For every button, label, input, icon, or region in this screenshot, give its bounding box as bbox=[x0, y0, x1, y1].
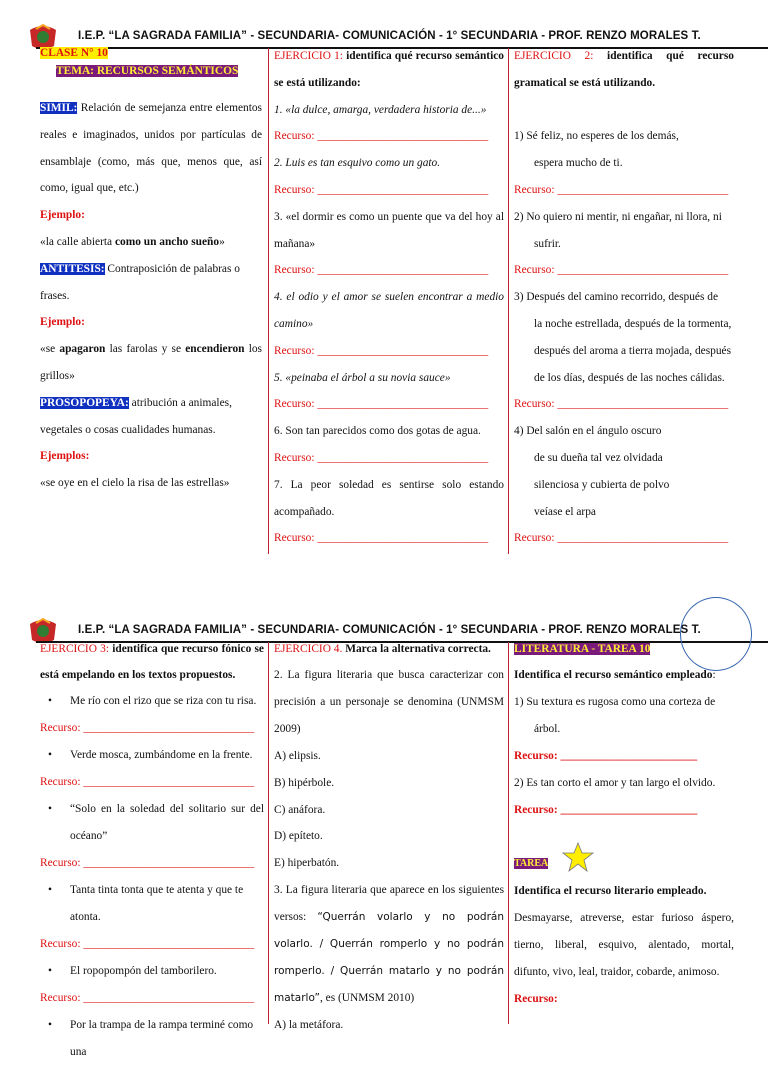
star-icon bbox=[562, 842, 594, 872]
question-3-source: , es (UNMSM 2010) bbox=[319, 991, 415, 1004]
column-divider bbox=[268, 642, 269, 1024]
prosopopeya-tag: PROSOPOPEYA: bbox=[40, 396, 129, 409]
exercise1-title: EJERCICIO 1: bbox=[274, 50, 343, 62]
homework-title: LITERATURA - TAREA 10 bbox=[514, 643, 651, 655]
answer-line[interactable]: Recurso: bbox=[514, 992, 558, 1005]
exercise4-title: EJERCICIO 4. bbox=[274, 643, 343, 655]
example-text: los grillos» bbox=[40, 343, 262, 382]
homework-item: 2) Es tan corto el amor y tan largo el olvido. bbox=[514, 776, 716, 789]
exercise-item: 1) Sé feliz, no esperes de los demás, bbox=[514, 130, 679, 143]
exercise-item: 2. Luis es tan esquivo como un gato. bbox=[274, 157, 441, 170]
exercise-item: 3. «el dormir es como un puente que va del hoy al mañana» bbox=[274, 210, 504, 250]
example-text: «se oye en el cielo la risa de las estrellas» bbox=[40, 477, 230, 490]
answer-line[interactable]: Recurso: ______________________________ bbox=[274, 344, 489, 357]
question-3: 3. La figura literaria que aparece en los siguientes versos: bbox=[274, 884, 504, 924]
exercise-item: 3) Después del camino recorrido, después de bbox=[514, 291, 719, 304]
answer-line[interactable]: Recurso: ______________________________ bbox=[514, 264, 729, 277]
homework-instruction: Identifica el recurso literario empleado. bbox=[514, 885, 707, 898]
example-emphasis: apagaron bbox=[59, 343, 106, 356]
word-list: Desmayarse, atreverse, estar furioso áspero, tierno, liberal, esquivo, alentado, mortal, difunto, vivo, leal, traidor, cobarde, animoso. bbox=[514, 912, 734, 978]
homework-item: 1) Su textura es rugosa como una corteza de bbox=[514, 695, 716, 708]
simil-tag: SIMIL: bbox=[40, 102, 78, 114]
answer-line[interactable]: Recurso: ______________________________ bbox=[274, 451, 489, 464]
example-text: «se bbox=[40, 343, 60, 356]
exercise-item: de su dueña tal vez olvidada bbox=[534, 451, 663, 464]
answer-line[interactable]: Recurso: ______________________________ bbox=[274, 398, 489, 411]
example-label: Ejemplo: bbox=[40, 316, 85, 329]
answer-line[interactable]: Recurso: ________________________ bbox=[514, 803, 698, 816]
exercise-item: espera mucho de ti. bbox=[534, 157, 623, 170]
column-divider bbox=[508, 642, 509, 1024]
exercise-item: silenciosa y cubierta de polvo bbox=[534, 478, 670, 491]
class-number: CLASE N° 10 bbox=[40, 47, 108, 59]
exercise-item: 4) Del salón en el ángulo oscuro bbox=[514, 425, 662, 438]
exercise2-title: EJERCICIO 2: bbox=[514, 50, 594, 62]
exercise-item: después del aroma a tierra mojada, después bbox=[534, 344, 732, 357]
exercise2-instruction: identifica qué recurso gramatical se está utilizando. bbox=[514, 50, 734, 89]
example-text: » bbox=[219, 235, 225, 248]
exercise-item: 7. La peor soledad es sentirse solo estando acompañado. bbox=[274, 478, 504, 518]
option-e[interactable]: E) hiperbatón. bbox=[274, 857, 340, 870]
exercise-item: 5. «peinaba el árbol a su novia sauce» bbox=[274, 371, 451, 384]
example-emphasis: como un ancho sueño bbox=[114, 235, 220, 248]
homework-item: árbol. bbox=[534, 722, 561, 735]
header-text: I.E.P. “LA SAGRADA FAMILIA” - SECUNDARIA- COMUNICACIÓN - 1° SECUNDARIA - PROF. RENZO MORALES T. bbox=[78, 624, 701, 636]
answer-line[interactable]: Recurso: ______________________________ bbox=[40, 722, 255, 734]
homework-column bbox=[514, 636, 734, 1013]
list-item: • Verde mosca, zumbándome en la frente. bbox=[40, 742, 264, 769]
exercise-item: 6. Son tan parecidos como dos gotas de agua. bbox=[274, 425, 481, 438]
column-divider bbox=[268, 48, 269, 554]
question-3-verses: “Querrán volarlo y no podrán volarlo. / Querrán romperlo y no podrán romperlo. / Querrán matarlo y no podrán matarlo” bbox=[274, 911, 504, 1004]
answer-line[interactable]: Recurso: ______________________________ bbox=[514, 398, 729, 411]
example-emphasis: encendieron bbox=[185, 343, 245, 356]
option-c[interactable]: C) anáfora. bbox=[274, 803, 326, 816]
topic-title: TEMA: RECURSOS SEMÁNTICOS bbox=[56, 65, 239, 77]
tarea-label: TAREA bbox=[514, 858, 549, 870]
colon: : bbox=[712, 669, 716, 681]
answer-line[interactable]: Recurso: ______________________________ bbox=[274, 130, 489, 143]
list-item: • El ropopompón del tamborilero. bbox=[40, 958, 264, 985]
exercise-item: 2) No quiero ni mentir, ni engañar, ni llora, ni bbox=[514, 210, 722, 223]
column-divider bbox=[508, 48, 509, 554]
list-item: • “Solo en la soledad del solitario sur del océano” bbox=[40, 796, 264, 850]
exercise3-column bbox=[40, 636, 264, 1066]
antitesis-tag: ANTITESIS: bbox=[40, 262, 105, 275]
answer-line[interactable]: Recurso: ______________________________ bbox=[514, 532, 729, 545]
answer-line[interactable]: Recurso: ______________________________ bbox=[274, 183, 489, 196]
example-label: Ejemplos: bbox=[40, 450, 90, 463]
simil-definition: Relación de semejanza entre elementos reales e imaginados, unidos por partículas de ensamblaje (como, más que, menos que, así como, igual que, etc.) bbox=[40, 102, 262, 195]
list-item: • Tanta tinta tonta que te atenta y que te atonta. bbox=[40, 877, 264, 931]
option-b[interactable]: B) hipérbole. bbox=[274, 776, 335, 789]
prosopopeya-definition: atribución a animales, vegetales o cosas cualidades humanas. bbox=[40, 396, 232, 436]
exercise3-instruction: identifica que recurso fónico se está empelando en los textos propuestos. bbox=[40, 643, 264, 681]
antitesis-definition: Contraposición de palabras o frases. bbox=[40, 262, 240, 302]
exercise1-column bbox=[274, 43, 504, 552]
header-text: I.E.P. “LA SAGRADA FAMILIA” - SECUNDARIA- COMUNICACIÓN - 1° SECUNDARIA - PROF. RENZO MORALES T. bbox=[78, 30, 701, 42]
list-item: • Por la trampa de la rampa terminé como una bbox=[40, 1012, 264, 1066]
exercise-item: 1. «la dulce, amarga, verdadera historia de...» bbox=[274, 103, 487, 116]
example-text: «la calle abierta bbox=[40, 235, 115, 248]
example-label: Ejemplo: bbox=[40, 209, 85, 222]
exercise-item: sufrir. bbox=[534, 237, 561, 250]
option-d[interactable]: D) epíteto. bbox=[274, 830, 323, 843]
list-item: • Me río con el rizo que se riza con tu risa. bbox=[40, 688, 264, 715]
exercise-item: la noche estrellada, después de la tormenta, bbox=[534, 317, 732, 330]
answer-line[interactable]: Recurso: ______________________________ bbox=[514, 183, 729, 196]
theory-column bbox=[40, 46, 262, 497]
exercise4-column bbox=[274, 636, 504, 1039]
question-2: 2. La figura literaria que busca caracterizar con precisión a un personaje se denomina (UNMSM 2009) bbox=[274, 669, 504, 735]
answer-line[interactable]: Recurso: ______________________________ bbox=[40, 992, 255, 1004]
option-a[interactable]: A) elipsis. bbox=[274, 749, 321, 762]
answer-line[interactable]: Recurso: ______________________________ bbox=[40, 938, 255, 950]
exercise-item: veíase el arpa bbox=[534, 505, 596, 518]
answer-line[interactable]: Recurso: ________________________ bbox=[514, 749, 698, 762]
answer-line[interactable]: Recurso: ______________________________ bbox=[40, 776, 255, 788]
option-a[interactable]: A) la metáfora. bbox=[274, 1018, 344, 1031]
exercise1-instruction: identifica qué recurso semántico se está utilizando: bbox=[274, 50, 504, 89]
exercise3-title: EJERCICIO 3: bbox=[40, 643, 110, 655]
example-text: las farolas y se bbox=[105, 343, 186, 356]
exercise-item: 4. el odio y el amor se suelen encontrar a medio camino» bbox=[274, 291, 504, 330]
exercise2-column bbox=[514, 43, 734, 552]
answer-line[interactable]: Recurso: ______________________________ bbox=[274, 264, 489, 277]
exercise4-instruction: Marca la alternativa correcta. bbox=[342, 643, 491, 655]
exercise-item: de los días, después de las noches cálidas. bbox=[534, 371, 725, 384]
answer-line[interactable]: Recurso: ______________________________ bbox=[274, 532, 489, 545]
homework-instruction: Identifica el recurso semántico empleado bbox=[514, 669, 713, 681]
answer-line[interactable]: Recurso: ______________________________ bbox=[40, 857, 255, 869]
